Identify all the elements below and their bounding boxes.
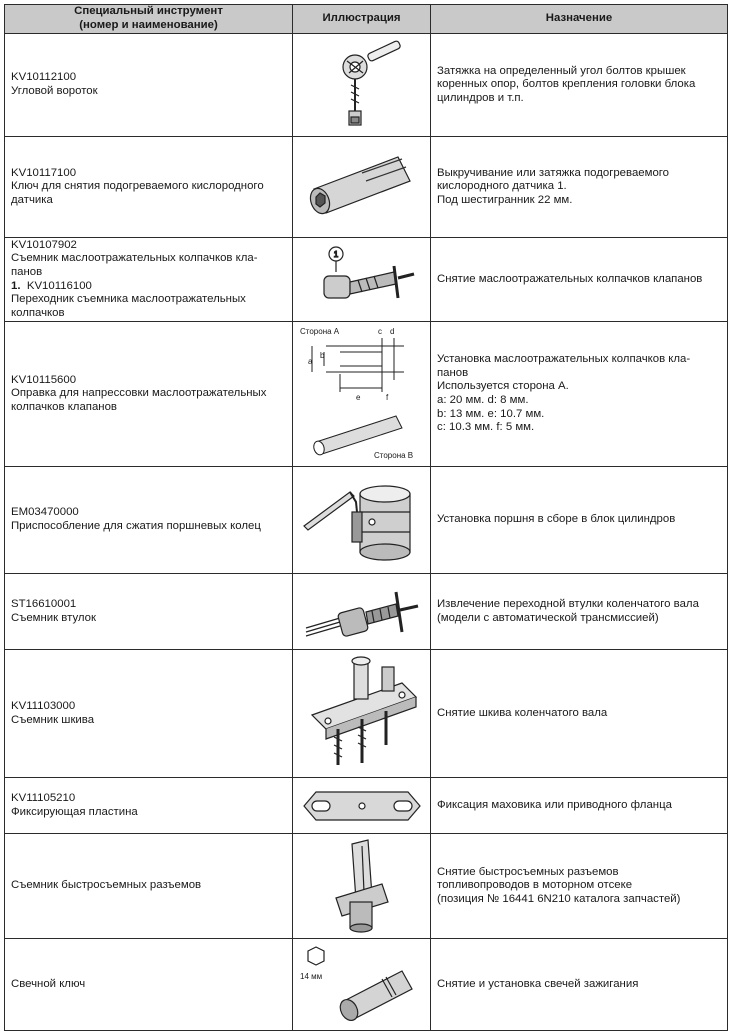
tool-cell: [5, 322, 293, 467]
purpose-line: (позиция № 16441 6N210 каталога запчастей): [437, 892, 681, 905]
tool-number: KV11105210: [11, 791, 76, 804]
tool-cell: [5, 137, 293, 238]
purpose-line: c: 10.3 мм. f: 5 мм.: [437, 421, 535, 434]
valve-seal-drift-icon: [296, 324, 428, 464]
tool-name: Свечной ключ: [11, 977, 86, 990]
purpose-cell: [431, 137, 728, 238]
tool-cell: [5, 574, 293, 650]
tool-cell: [5, 778, 293, 834]
tool-name: Оправка для напрессовки маслоотражательных: [11, 387, 267, 400]
tool-number: KV10115600: [11, 373, 77, 386]
tool-name: Съемник втулок: [11, 611, 96, 624]
purpose-line: Фиксация маховика или приводного фланца: [437, 798, 672, 811]
callout-label: 1: [333, 249, 338, 259]
purpose-line: Снятие маслоотражательных колпачков клапанов: [437, 272, 703, 285]
tool-cell: [5, 467, 293, 574]
purpose-line: Снятие и установка свечей зажигания: [437, 977, 639, 990]
purpose-line: Затяжка на определенный угол болтов крышек: [437, 64, 686, 77]
tool-name: Угловой вороток: [11, 85, 98, 97]
adapter-number: KV10116100: [26, 279, 92, 292]
tool-cell: [5, 238, 293, 322]
tool-name: панов: [11, 265, 43, 278]
valve-seal-puller-icon: [302, 242, 422, 318]
table-row: [5, 650, 728, 778]
table-row: [5, 467, 728, 574]
tool-cell: [5, 834, 293, 939]
purpose-line: Снятие быстросъемных разъемов: [437, 865, 619, 878]
table-row: [5, 778, 728, 834]
purpose-line: коренных опор, болтов крепления головки блока: [437, 78, 696, 91]
purpose-line: кислородного датчика 1.: [437, 180, 567, 193]
illustration-cell: [293, 834, 431, 939]
purpose-cell: [431, 34, 728, 137]
tool-name: колпачков клапанов: [11, 400, 117, 413]
purpose-cell: [431, 939, 728, 1031]
illustration-cell: [293, 574, 431, 650]
tool-number: [11, 280, 286, 294]
illustration-cell: [293, 939, 431, 1031]
header-illustration: Иллюстрация: [293, 5, 431, 34]
tool-number: KV10117100: [11, 166, 77, 179]
illustration-cell: [293, 650, 431, 778]
tool-name: Приспособление для сжатия поршневых колец: [11, 520, 261, 532]
sub-number: 1.: [11, 279, 21, 292]
table-row: [5, 322, 728, 467]
table-row: [5, 574, 728, 650]
dim-label: c: [377, 327, 382, 336]
purpose-cell: [431, 650, 728, 778]
tool-name: датчика: [11, 193, 53, 206]
tool-number: KV10107902: [11, 238, 77, 251]
illustration-cell: [293, 238, 431, 322]
purpose-cell: [431, 574, 728, 650]
tool-name: Переходник съемника маслоотражательных: [11, 293, 246, 306]
dim-label: d: [389, 327, 394, 336]
side-a-label: Сторона A: [299, 327, 339, 336]
purpose-line: Установка маслоотражательных колпачков кла-: [437, 353, 691, 366]
tool-name: Съемник маслоотражательных колпачков кла-: [11, 252, 258, 265]
piston-ring-compressor-icon: [298, 472, 426, 568]
purpose-line: топливопроводов в моторном отсеке: [437, 879, 633, 892]
angle-wrench-icon: [307, 37, 417, 133]
dim-label: f: [385, 393, 388, 402]
quick-connector-remover-icon: [312, 836, 412, 936]
table-row: [5, 238, 728, 322]
tool-name: колпачков: [11, 306, 65, 319]
tool-name: Съемник шкива: [11, 713, 95, 726]
dim-label: b: [319, 351, 324, 360]
header-purpose: Назначение: [431, 5, 728, 34]
illustration-cell: [293, 34, 431, 137]
illustration-cell: [293, 467, 431, 574]
illustration-cell: [293, 322, 431, 467]
purpose-line: a: 20 мм. d: 8 мм.: [437, 394, 529, 406]
special-tools-table: [4, 4, 728, 1031]
tool-number: KV11103000: [11, 699, 76, 712]
pulley-puller-icon: [298, 653, 426, 775]
tool-cell: [5, 650, 293, 778]
purpose-line: Выкручивание или затяжка подогреваемого: [437, 166, 670, 179]
table-row: [5, 34, 728, 137]
purpose-line: b: 13 мм. e: 10.7 мм.: [437, 407, 545, 420]
bushing-puller-icon: [300, 578, 424, 646]
purpose-cell: [431, 467, 728, 574]
tool-name: Фиксирующая пластина: [11, 805, 138, 818]
tool-cell: [5, 939, 293, 1031]
purpose-line: Извлечение переходной втулки коленчатого вала: [437, 597, 699, 610]
header-tool-line: (номер и наименование): [79, 19, 218, 31]
tool-number: EM03470000: [11, 506, 79, 519]
side-b-label: Сторона B: [373, 451, 413, 460]
tool-name: Съемник быстросъемных разъемов: [11, 879, 202, 892]
oxygen-sensor-socket-icon: [302, 147, 422, 227]
tool-number: ST16610001: [11, 597, 77, 610]
purpose-line: панов: [437, 366, 469, 379]
spark-plug-socket-icon: [298, 943, 426, 1027]
tool-number: KV10112100: [11, 71, 77, 84]
header-tool-line: Специальный инструмент: [74, 5, 223, 18]
purpose-line: Под шестигранник 22 мм.: [437, 193, 573, 206]
purpose-line: цилиндров и т.п.: [437, 91, 524, 104]
purpose-cell: [431, 834, 728, 939]
purpose-cell: [431, 778, 728, 834]
purpose-cell: [431, 238, 728, 322]
purpose-line: Используется сторона A.: [437, 380, 569, 393]
table-row: [5, 137, 728, 238]
purpose-line: (модели с автоматической трансмиссией): [437, 611, 659, 624]
locking-plate-icon: [298, 786, 426, 826]
header-tool: [5, 5, 293, 34]
size-label: 14 мм: [299, 971, 322, 981]
table-header-row: [5, 5, 728, 34]
dim-label: e: [355, 393, 360, 402]
purpose-line: Установка поршня в сборе в блок цилиндров: [437, 513, 676, 526]
purpose-line: Снятие шкива коленчатого вала: [437, 706, 608, 719]
table-row: [5, 834, 728, 939]
illustration-cell: [293, 137, 431, 238]
tool-cell: [5, 34, 293, 137]
purpose-cell: [431, 322, 728, 467]
tool-name: Ключ для снятия подогреваемого кислородного: [11, 180, 264, 193]
illustration-cell: [293, 778, 431, 834]
dim-label: a: [307, 357, 312, 366]
table-row: [5, 939, 728, 1031]
